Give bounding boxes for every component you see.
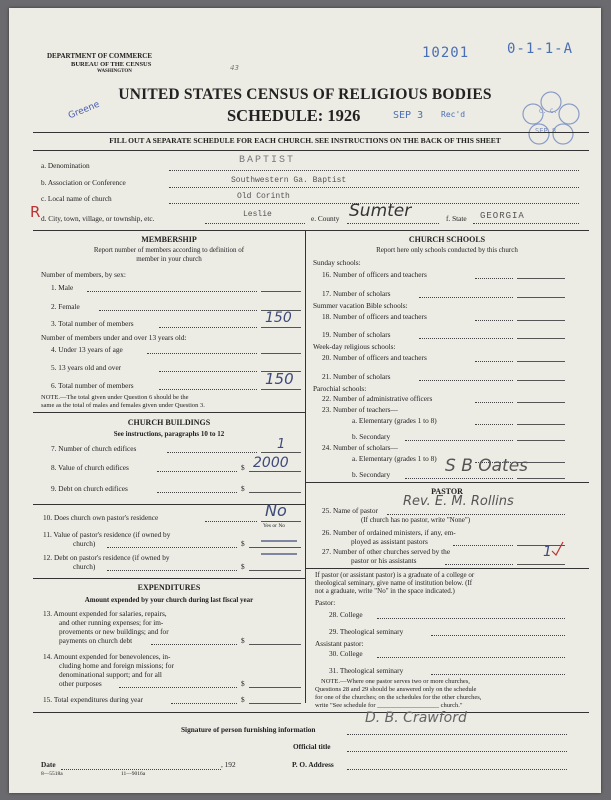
denomination-label: a. Denomination [41, 161, 90, 170]
bureau-label: BUREAU OF THE CENSUS [71, 61, 152, 68]
q17-field[interactable] [517, 297, 565, 298]
q6-total-label: 6. Total number of members [51, 381, 134, 390]
census-form-sheet [9, 8, 601, 793]
signature-value: D. B. Crawford [365, 710, 467, 726]
q16-field[interactable] [517, 278, 565, 279]
graduate-instruction-1: If pastor (or assistant pastor) is a graduate of a college or [315, 571, 475, 579]
membership-note-1: NOTE.—The total given under Question 6 should be the [41, 394, 189, 401]
department-label: DEPARTMENT OF COMMERCE [47, 52, 153, 60]
pastor-pencil-note: S B Oates [445, 456, 529, 476]
q1-male-label: 1. Male [51, 283, 74, 292]
q10-residence-field[interactable] [261, 521, 301, 522]
q30-label: 30. College [329, 649, 363, 658]
q8-dollar: $ [241, 463, 245, 472]
q23b-leader [405, 440, 513, 441]
q26-label-2: ployed as assistant pastors [351, 537, 428, 546]
date-year: , 192 [221, 760, 236, 769]
serial-number-stamp: 10201 [422, 45, 470, 61]
q12-dash-mark [259, 551, 299, 557]
q12-label-1: 12. Debt on pastor's residence (if owned by [43, 553, 170, 562]
parochial-schools-label: Parochial schools: [313, 384, 367, 393]
q12-label-2: church) [73, 562, 96, 571]
buildings-sub: See instructions, paragraphs 10 to 12 [113, 430, 225, 438]
q7-edifices-field[interactable] [261, 452, 301, 453]
q15-total-field[interactable] [249, 703, 301, 704]
yes-or-no-hint: Yes or No [263, 523, 286, 529]
q23a-label: a. Elementary (grades 1 to 8) [352, 416, 437, 425]
q22-leader [475, 402, 513, 403]
q24a-label: a. Elementary (grades 1 to 8) [352, 454, 437, 463]
city-label: WASHINGTON [97, 69, 132, 74]
q11-dollar: $ [241, 539, 245, 548]
form-number: 8—5518a [41, 771, 63, 777]
q20-label: 20. Number of officers and teachers [322, 353, 427, 362]
buildings-heading: CHURCH BUILDINGS [127, 418, 211, 427]
q31-field-line[interactable] [431, 674, 565, 675]
q27-label-1: 27. Number of other churches served by the [322, 547, 451, 556]
q25-note: (If church has no pastor, write "None") [361, 516, 471, 524]
q24b-label: b. Secondary [352, 470, 391, 479]
q11-dash-mark [259, 538, 299, 544]
q15-total-label: 15. Total expenditures during year [43, 695, 144, 704]
pastor-note-2: Questions 28 and 29 should be answered only on the schedule [315, 686, 477, 693]
q8-leader [157, 471, 237, 472]
seal-bottom-text: SEP 8 [535, 127, 557, 135]
pastor-sub-label: Pastor: [315, 598, 336, 607]
q17-label: 17. Number of scholars [322, 289, 391, 298]
membership-note-2: same as the total of males and females given under Question 3. [41, 402, 205, 409]
q7-edifices-label: 7. Number of church edifices [51, 444, 137, 453]
q4-leader [147, 353, 257, 354]
association-field-line [169, 187, 579, 188]
q2-female-label: 2. Female [51, 302, 80, 311]
q19-label: 19. Number of scholars [322, 330, 391, 339]
denomination-field-line [169, 170, 579, 171]
county-field-line [347, 223, 439, 224]
association-value[interactable]: Southwestern Ga. Baptist [231, 176, 347, 185]
membership-sub1: Report number of members according to definition of [93, 246, 245, 254]
pastor-heading: PASTOR [431, 487, 463, 496]
expenditures-heading: EXPENDITURES [137, 583, 201, 592]
pastor-note-1: NOTE.—Where one pastor serves two or more churches, [321, 678, 470, 685]
pastor-top-rule [305, 482, 589, 483]
graduate-instruction-3: not a graduate, write "No" in the space indicated.) [315, 587, 455, 595]
q3-total-field[interactable] [261, 327, 301, 328]
q11-label-2: church) [73, 539, 96, 548]
graduate-instruction-2: theological seminary, give name of institution below. (If [315, 579, 473, 587]
membership-bottom-rule [33, 412, 305, 413]
q2-leader [99, 310, 257, 311]
county-value[interactable]: Sumter [349, 201, 412, 221]
q25-label: 25. Name of pastor [322, 506, 378, 515]
q22-field[interactable] [517, 402, 565, 403]
footer-top-rule [33, 712, 589, 713]
q18-leader [475, 320, 513, 321]
q3-leader [159, 327, 257, 328]
q20-field[interactable] [517, 361, 565, 362]
state-label: f. State [446, 214, 467, 223]
q21-label: 21. Number of scholars [322, 372, 391, 381]
section-top-rule [33, 230, 589, 231]
q12-residence-debt-field[interactable] [249, 570, 301, 571]
form-title: UNITED STATES CENSUS OF RELIGIOUS BODIES [118, 86, 492, 103]
q16-label: 16. Number of officers and teachers [322, 270, 427, 279]
instruction-rule [33, 150, 589, 151]
q9-leader [157, 492, 237, 493]
q28-label: 28. College [329, 610, 363, 619]
q19-field[interactable] [517, 338, 565, 339]
q12-leader [107, 570, 237, 571]
column-divider [305, 230, 306, 703]
q11-leader [107, 547, 237, 548]
q13-dollar: $ [241, 636, 245, 645]
q24-label: 24. Number of scholars— [322, 443, 398, 452]
q5-leader [159, 371, 257, 372]
q21-leader [419, 380, 513, 381]
q14-dollar: $ [241, 679, 245, 688]
greene-note: Greene [67, 99, 102, 122]
q3-total-value: 150 [265, 310, 292, 326]
q31-label: 31. Theological seminary [329, 666, 404, 675]
expenditures-sub: Amount expended by your church during last fiscal year [84, 596, 254, 604]
association-label: b. Association or Conference [41, 178, 126, 187]
schools-sub: Report here only schools conducted by this church [376, 246, 518, 254]
q13-line-3: provements or new buildings; and for [59, 627, 169, 636]
q14-line-2: cluding home and foreign missions; for [59, 661, 174, 670]
q24b-field[interactable] [517, 478, 565, 479]
q4-under13-label: 4. Under 13 years of age [51, 345, 123, 354]
local-name-label: c. Local name of church [41, 194, 112, 203]
q18-field[interactable] [517, 320, 565, 321]
q6-total-value: 150 [265, 370, 294, 388]
q20-leader [475, 361, 513, 362]
q14-amount-field[interactable] [249, 687, 301, 688]
po-address-field-line[interactable] [347, 769, 567, 770]
po-address-label: P. O. Address [292, 760, 334, 769]
q9-dollar: $ [241, 484, 245, 493]
q29-label: 29. Theological seminary [329, 627, 404, 636]
q25-pastor-name: Rev. E. M. Rollins [403, 494, 514, 509]
q27-check-mark [551, 541, 565, 557]
official-title-field-line[interactable] [347, 751, 567, 752]
q10-residence-label: 10. Does church own pastor's residence [43, 513, 159, 522]
q9-debt-field[interactable] [249, 492, 301, 493]
print-number: 11—9016a [121, 771, 146, 777]
q30-field-line[interactable] [377, 657, 565, 658]
date-label: Date [41, 760, 56, 769]
q13-amount-field[interactable] [249, 644, 301, 645]
code-stamp: 0-1-1-A [507, 41, 574, 57]
q23b-field[interactable] [517, 440, 565, 441]
q10-residence-value: No [265, 501, 287, 520]
schools-heading: CHURCH SCHOOLS [408, 235, 486, 244]
q23a-leader [475, 424, 513, 425]
denomination-value[interactable]: BAPTIST [239, 155, 296, 166]
q9-debt-label: 9. Debt on church edifices [51, 484, 128, 493]
q5-over13-label: 5. 13 years old and over [51, 363, 122, 372]
q15-dollar: $ [241, 695, 245, 704]
city-town-value[interactable]: Leslie [243, 210, 272, 219]
local-name-value[interactable]: Old Corinth [237, 192, 290, 201]
schedule-title: SCHEDULE: 1926 [227, 106, 361, 125]
under-over-label: Number of members under and over 13 years old: [41, 333, 187, 342]
q14-line-4: other purposes [59, 679, 102, 688]
received-stamp: Rec'd [441, 110, 466, 119]
q10-leader [205, 521, 257, 522]
q16-leader [475, 278, 513, 279]
members-by-sex-label: Number of members, by sex: [41, 270, 126, 279]
small-number-note: 43 [230, 64, 239, 72]
date-received-stamp: SEP 3 [393, 110, 424, 121]
expenditures-top-rule [33, 578, 305, 579]
membership-sub2: member in your church [136, 255, 202, 263]
graduate-top-rule [305, 568, 589, 569]
q28-field-line[interactable] [377, 618, 565, 619]
state-value[interactable]: GEORGIA [480, 211, 525, 221]
q7-edifices-value: 1 [277, 437, 286, 452]
q24b-leader [405, 478, 513, 479]
q7-leader [167, 452, 257, 453]
q13-line-1: 13. Amount expended for salaries, repairs, [43, 609, 167, 618]
state-field-line [473, 223, 579, 224]
q11-residence-value-field[interactable] [249, 547, 301, 548]
q23b-label: b. Secondary [352, 432, 391, 441]
q1-leader [87, 291, 257, 292]
q15-leader [171, 703, 237, 704]
q12-dollar: $ [241, 562, 245, 571]
q29-field-line[interactable] [431, 635, 565, 636]
q6-leader [159, 389, 257, 390]
county-label: e. County [311, 214, 340, 223]
q14-leader [119, 687, 237, 688]
q13-line-2: and other running expenses; for im- [59, 618, 164, 627]
q22-label: 22. Number of administrative officers [322, 394, 433, 403]
city-town-field-line [205, 223, 305, 224]
q1-male-field[interactable] [261, 291, 301, 292]
date-field-line[interactable] [61, 769, 221, 770]
q14-line-3: denominational support; and for all [59, 670, 162, 679]
q26-label-1: 26. Number of ordained ministers, if any, em- [322, 528, 456, 537]
q27-label-2: pastor or his assistants [351, 556, 417, 565]
signature-field-line[interactable] [347, 734, 567, 735]
q23-label: 23. Number of teachers— [322, 405, 398, 414]
q11-label-1: 11. Value of pastor's residence (if owned by [43, 530, 171, 539]
official-title-label: Official title [293, 742, 331, 751]
q19-leader [419, 338, 513, 339]
q8-value-field[interactable] [249, 471, 301, 472]
sunday-schools-label: Sunday schools: [313, 258, 361, 267]
summer-schools-label: Summer vacation Bible schools: [313, 301, 408, 310]
q27-value: 1 [543, 544, 552, 560]
q18-label: 18. Number of officers and teachers [322, 312, 427, 321]
q23a-field[interactable] [517, 424, 565, 425]
instruction-line: FILL OUT A SEPARATE SCHEDULE FOR EACH CHURCH. SEE INSTRUCTIONS ON THE BACK OF THIS SHEET [109, 136, 501, 145]
q17-leader [419, 297, 513, 298]
q13-leader [151, 644, 237, 645]
membership-heading: MEMBERSHIP [141, 235, 197, 244]
q21-field[interactable] [517, 380, 565, 381]
q3-total-label: 3. Total number of members [51, 319, 134, 328]
assistant-pastor-label: Assistant pastor: [315, 639, 364, 648]
q14-line-1: 14. Amount expended for benevolences, in- [43, 652, 171, 661]
q6-total-field[interactable] [261, 389, 301, 390]
pastor-note-3: for one of the churches; on the schedules for the other churches, [315, 694, 482, 701]
q26-leader [453, 545, 513, 546]
q8-value-amount: 2000 [253, 455, 289, 471]
q25-field-line[interactable] [387, 514, 565, 515]
seal-top-text: C. C. [539, 108, 558, 115]
q27-leader [445, 564, 513, 565]
q4-under13-field[interactable] [261, 353, 301, 354]
pastor-note-4: write "See schedule for ___________________ church." [315, 702, 463, 709]
weekday-schools-label: Week-day religious schools: [313, 342, 396, 351]
q8-value-label: 8. Value of church edifices [51, 463, 129, 472]
margin-r-mark: R [30, 203, 41, 221]
q13-line-4: payments on church debt [59, 636, 133, 645]
city-town-label: d. City, town, village, or township, etc. [41, 214, 155, 223]
q27-field[interactable] [517, 564, 565, 565]
header-rule [33, 132, 589, 133]
signature-label: Signature of person furnishing information [181, 725, 316, 734]
